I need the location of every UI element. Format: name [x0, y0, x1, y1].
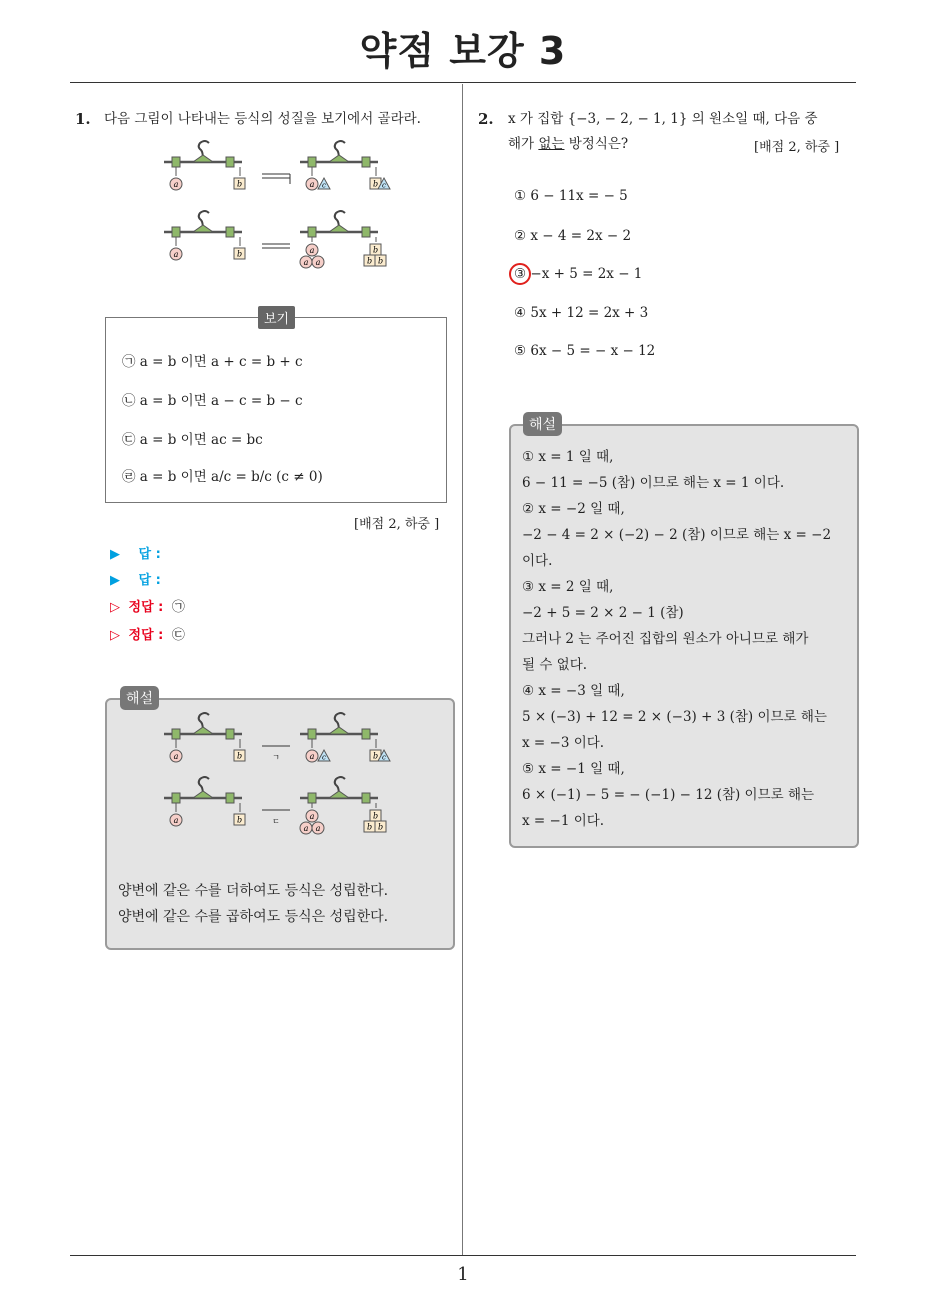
weight-a-label: a: [309, 180, 315, 189]
weight-a-label: a: [173, 250, 179, 259]
weight-a-label: a: [173, 816, 179, 825]
clip-left: [308, 157, 316, 167]
clip-right: [362, 157, 370, 167]
weight-c-label: c: [322, 753, 326, 762]
solution-2-line-8: 그러나 2 는 주어진 집합의 원소가 아니므로 해가: [522, 631, 809, 647]
correct-answer-row-1: [110, 596, 185, 615]
hanger-icon: [193, 155, 213, 162]
weight-b-label: b: [372, 811, 379, 821]
question-1-score: [배점 2, 하중 ]: [354, 517, 440, 532]
weight-b-label: b: [236, 815, 243, 825]
clip-right: [226, 793, 234, 803]
clip-left: [308, 729, 316, 739]
question-2-solution-label: 해설: [523, 412, 562, 436]
question-1-number: 1.: [75, 110, 91, 128]
clip-left: [308, 227, 316, 237]
answer-row-2: [110, 569, 161, 588]
choice-4[interactable]: ④ 5x + 12 = 2x + 3: [514, 305, 649, 321]
solution-2-line-13: ⑤ x = −1 일 때,: [522, 761, 625, 777]
solution-2-line-12: x = −3 이다.: [522, 735, 605, 751]
question-2-number: 2.: [478, 110, 494, 128]
hanger-icon: [329, 791, 349, 798]
clip-right: [226, 729, 234, 739]
hanger-icon: [193, 225, 213, 232]
solution-1-line-1: 양변에 같은 수를 더하여도 등식은 성립한다.: [118, 883, 389, 899]
weight-b-label: b: [377, 822, 384, 832]
answer-label: 답 :: [138, 573, 161, 588]
clip-left: [308, 793, 316, 803]
question-2-text-line-1: x 가 집합 {−3, − 2, − 1, 1} 의 원소일 때, 다음 중: [508, 111, 818, 127]
page-title: 약점 보강 3: [359, 29, 567, 73]
weight-b-label: b: [372, 179, 379, 189]
solution-1-line-2: 양변에 같은 수를 곱하여도 등식은 성립한다.: [118, 909, 389, 925]
solution-2-line-6: ③ x = 2 일 때,: [522, 579, 614, 595]
correct-answer-value: ㉢: [171, 628, 185, 643]
question-2-score: [배점 2, 하중 ]: [754, 140, 840, 155]
weight-b-label: b: [372, 245, 379, 255]
choice-1[interactable]: ① 6 − 11x = − 5: [514, 188, 628, 204]
question-1-figure: [160, 140, 400, 280]
bogi-item-3: ㉢ a = b 이면 ac = bc: [122, 432, 263, 448]
choice-2[interactable]: ② x − 4 = 2x − 2: [514, 228, 632, 244]
weight-b-label: b: [366, 256, 373, 266]
weight-a-label: a: [309, 812, 315, 821]
solution-2-line-7: −2 + 5 = 2 × 2 − 1 (참): [522, 605, 684, 621]
clip-right: [362, 729, 370, 739]
question-1-solution-label: 해설: [120, 686, 159, 710]
correct-answer-label: 정답 :: [128, 600, 164, 615]
question-2-text-line-2: 해가 없는 방정식은?: [508, 136, 629, 152]
weight-b-label: b: [236, 179, 243, 189]
page-number: 1: [457, 1264, 469, 1285]
solution-2-line-2: 6 − 11 = −5 (참) 이므로 해는 x = 1 이다.: [522, 475, 785, 491]
solution-2-line-5: 이다.: [522, 553, 553, 569]
choice-5[interactable]: ⑤ 6x − 5 = − x − 12: [514, 343, 656, 359]
bogi-item-4: ㉣ a = b 이면 a/c = b/c (c ≠ 0): [122, 469, 323, 485]
weight-b-label: b: [372, 751, 379, 761]
weight-a-label: a: [309, 246, 315, 255]
weight-a-label: a: [303, 258, 309, 267]
hanger-icon: [193, 727, 213, 734]
weight-a-label: a: [173, 180, 179, 189]
bogi-item-2: ㉡ a = b 이면 a − c = b − c: [122, 393, 303, 409]
solution-2-line-3: ② x = −2 일 때,: [522, 501, 625, 517]
weight-c-label: c: [382, 753, 386, 762]
clip-right: [226, 227, 234, 237]
header-rule: [70, 82, 856, 83]
clip-right: [362, 227, 370, 237]
solution-mark-2: ㄷ: [272, 817, 280, 826]
weight-b-label: b: [377, 256, 384, 266]
hanger-icon: [329, 727, 349, 734]
hanger-icon: [193, 791, 213, 798]
weight-b-label: b: [366, 822, 373, 832]
solution-2-line-1: ① x = 1 일 때,: [522, 449, 614, 465]
correct-answer-row-2: [110, 624, 185, 643]
play-icon: ▶: [110, 547, 120, 562]
bogi-label: 보기: [258, 306, 295, 329]
weight-a-label: a: [315, 258, 321, 267]
clip-right: [226, 157, 234, 167]
solution-2-line-4: −2 − 4 = 2 × (−2) − 2 (참) 이므로 해는 x = −2: [522, 527, 832, 543]
clip-right: [362, 793, 370, 803]
column-divider: [462, 84, 463, 1256]
weight-c-label: c: [382, 181, 386, 190]
bogi-item-1: ㉠ a = b 이면 a + c = b + c: [122, 354, 303, 370]
hanger-icon: [329, 155, 349, 162]
selected-choice-circle-icon: [509, 263, 531, 285]
weight-a-label: a: [173, 752, 179, 761]
solution-2-line-11: 5 × (−3) + 12 = 2 × (−3) + 3 (참) 이므로 해는: [522, 709, 827, 725]
triangle-outline-icon: ▷: [110, 600, 120, 615]
clip-left: [172, 793, 180, 803]
play-icon: ▶: [110, 573, 120, 588]
solution-2-line-10: ④ x = −3 일 때,: [522, 683, 625, 699]
solution-2-line-14: 6 × (−1) − 5 = − (−1) − 12 (참) 이므로 해는: [522, 787, 815, 803]
question-1-text: 다음 그림이 나타내는 등식의 성질을 보기에서 골라라.: [104, 111, 421, 127]
solution-mark-1: ㄱ: [272, 753, 280, 762]
weight-a-label: a: [303, 824, 309, 833]
solution-2-line-15: x = −1 이다.: [522, 813, 605, 829]
clip-left: [172, 729, 180, 739]
answer-row-1: [110, 543, 161, 562]
choice-3[interactable]: ③ −x + 5 = 2x − 1: [514, 266, 643, 282]
weight-c-label: c: [322, 181, 326, 190]
clip-left: [172, 157, 180, 167]
clip-left: [172, 227, 180, 237]
solution-1-figure: [160, 712, 400, 862]
hanger-icon: [329, 225, 349, 232]
triangle-outline-icon: ▷: [110, 628, 120, 643]
footer-rule: [70, 1255, 856, 1256]
correct-answer-label: 정답 :: [128, 628, 164, 643]
weight-b-label: b: [236, 751, 243, 761]
weight-a-label: a: [315, 824, 321, 833]
correct-answer-value: ㉠: [171, 600, 185, 615]
weight-b-label: b: [236, 249, 243, 259]
answer-label: 답 :: [138, 547, 161, 562]
weight-a-label: a: [309, 752, 315, 761]
solution-2-line-9: 될 수 없다.: [522, 657, 588, 673]
